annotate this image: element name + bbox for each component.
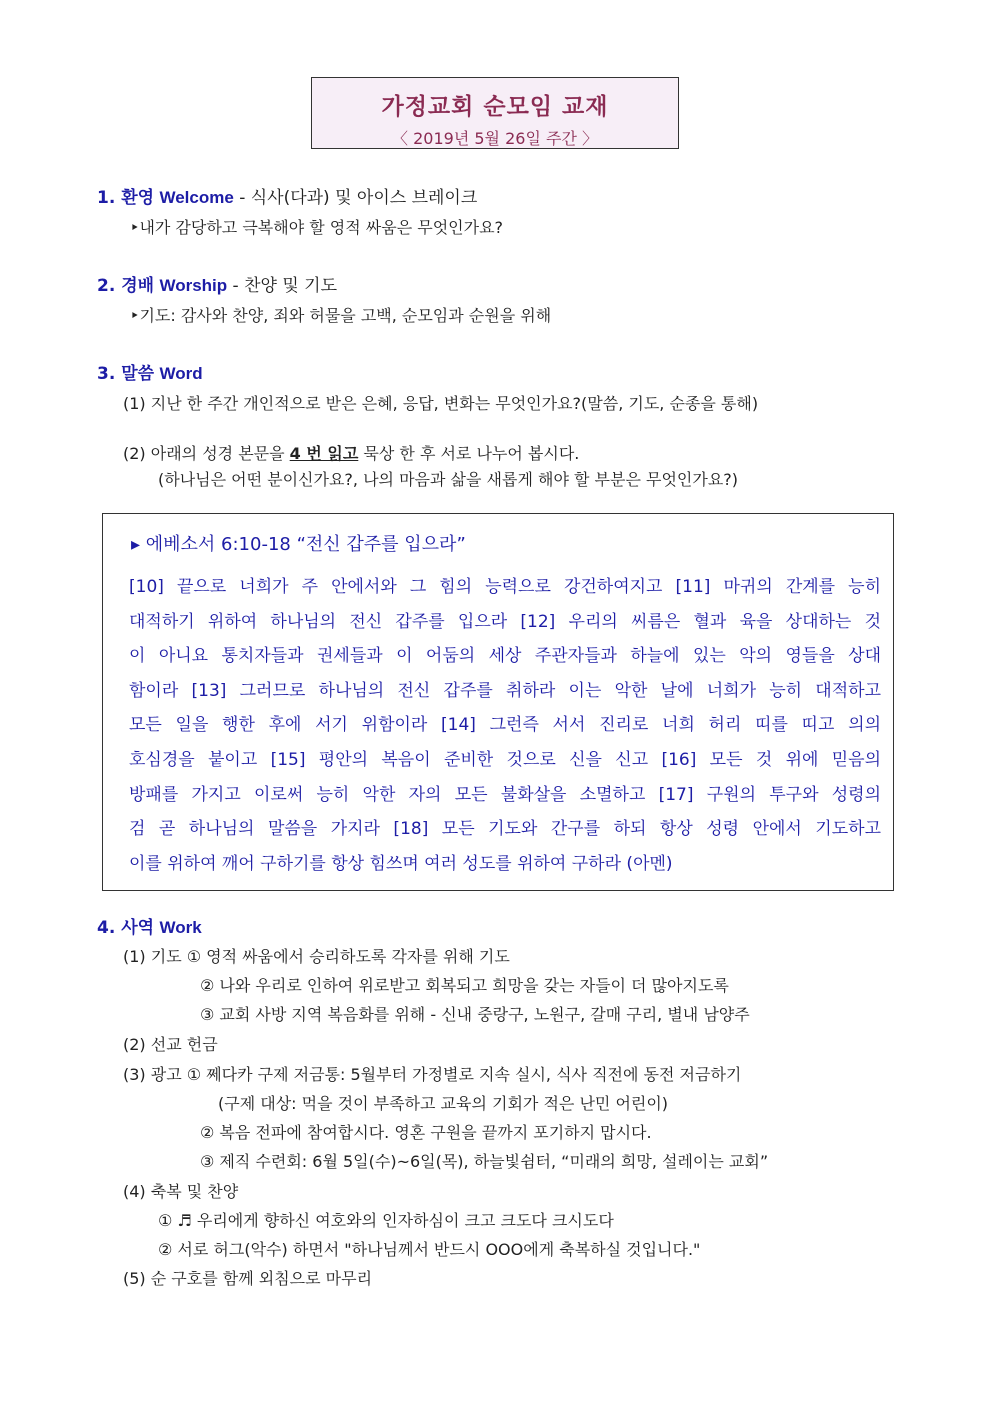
scripture-line: 검 곧 하나님의 말씀을 가지라 [18] 모든 기도와 간구를 하되 항상 성령 안에서 기도하고 — [129, 819, 881, 840]
scripture-line: [10] 끝으로 너희가 주 안에서와 그 힘의 능력으로 강건하여지고 [11] 마귀의 간계를 능히 — [129, 577, 881, 597]
work-item: (2) 선교 헌금 — [123, 1035, 218, 1054]
scripture-body — [129, 570, 881, 881]
scripture-line: 모든 일을 행한 후에 서기 위함이라 [14] 그런즉 서서 진리로 너희 허리 띠를 띠고 의의 — [129, 715, 881, 736]
scripture-line: 함이라 [13] 그러므로 하나님의 전신 갑주를 취하라 이는 악한 날에 너희가 능히 대적하고 — [129, 680, 881, 701]
work-item: ② 나와 우리로 인하여 위로받고 회복되고 희망을 갖는 자들이 더 많아지도록 — [200, 976, 729, 995]
scripture-line: 호심경을 붙이고 [15] 평안의 복음이 준비한 것으로 신을 신고 [16] 모든 것 위에 믿음의 — [129, 749, 881, 770]
section-3-heading — [97, 363, 203, 385]
section-3-q2-pre: (2) 아래의 성경 본문을 — [123, 444, 290, 463]
scripture-line: 이를 위하여 깨어 구하기를 항상 힘쓰며 여러 성도를 위하여 구하라 (아멘) — [129, 853, 673, 874]
page-subtitle: 〈 2019년 5월 26일 주간 〉 — [392, 129, 598, 148]
section-2-number: 2. 경배 — [97, 276, 155, 296]
scripture-heading: ▸ 에베소서 6:10-18 “전신 갑주를 입으라” — [131, 534, 466, 555]
scripture-box — [102, 513, 894, 891]
section-3-question-1: (1) 지난 한 주간 개인적으로 받은 은혜, 응답, 변화는 무엇인가요?(말씀, 기도, 순종을 통해) — [123, 394, 759, 413]
section-1-number: 1. 환영 — [97, 188, 155, 208]
page-title: 가정교회 순모임 교재 — [381, 94, 609, 120]
work-item: ③ 제직 수련회: 6월 5일(수)~6일(목), 하늘빛쉼터, “미래의 희망, 설레이는 교회” — [200, 1152, 769, 1171]
section-2-english: Worship — [159, 276, 228, 295]
work-item: (4) 축복 및 찬양 — [123, 1182, 239, 1201]
work-item: ③ 교회 사방 지역 복음화를 위해 - 신내 중랑구, 노원구, 갈매 구리, 별내 남양주 — [200, 1005, 750, 1024]
section-1-question: ‣내가 감당하고 극복해야 할 영적 싸움은 무엇인가요? — [130, 218, 504, 237]
scripture-line: 이 아니요 통치자들과 권세들과 이 어둠의 세상 주관자들과 하늘에 있는 악의 영들을 상대 — [129, 646, 881, 667]
work-item: (3) 광고 ① 쩨다카 구제 저금통: 5월부터 가정별로 지속 실시, 식사 직전에 동전 저금하기 — [123, 1065, 742, 1084]
section-3-question-2 — [123, 443, 579, 465]
work-item: ② 복음 전파에 참여합시다. 영혼 구원을 끝까지 포기하지 맙시다. — [200, 1123, 652, 1142]
title-box — [311, 77, 679, 149]
section-3-q2-emphasis: 4 번 읽고 — [289, 444, 359, 463]
section-3-english: Word — [159, 364, 203, 383]
scripture-line: 방패를 가지고 이로써 능히 악한 자의 모든 불화살을 소멸하고 [17] 구원의 투구와 성령의 — [129, 784, 881, 805]
section-3-number: 3. 말씀 — [97, 364, 155, 384]
section-4-number: 4. 사역 — [97, 918, 155, 938]
section-1-heading — [97, 187, 477, 209]
section-1-english: Welcome — [159, 188, 234, 207]
work-item: (1) 기도 ① 영적 싸움에서 승리하도록 각자를 위해 기도 — [123, 947, 510, 966]
section-4-heading — [97, 917, 202, 939]
work-item: ① ♬ 우리에게 향하신 여호와의 인자하심이 크고 크도다 크시도다 — [158, 1211, 614, 1230]
section-2-desc: - 찬양 및 기도 — [227, 276, 338, 296]
section-1-desc: - 식사(다과) 및 아이스 브레이크 — [233, 188, 478, 208]
work-item: (구제 대상: 먹을 것이 부족하고 교육의 기회가 적은 난민 어린이) — [218, 1094, 669, 1113]
section-3-question-2-sub: (하나님은 어떤 분이신가요?, 나의 마음과 삶을 새롭게 해야 할 부분은 무엇인가요?) — [158, 470, 739, 489]
scripture-line: 대적하기 위하여 하나님의 전신 갑주를 입으라 [12] 우리의 씨름은 혈과 육을 상대하는 것 — [129, 611, 881, 632]
section-3-q2-post: 묵상 한 후 서로 나누어 봅시다. — [358, 444, 580, 463]
work-item: ② 서로 허그(악수) 하면서 "하나님께서 반드시 OOO에게 축복하실 것입니다." — [158, 1240, 701, 1259]
section-2-heading — [97, 275, 337, 297]
section-4-english: Work — [159, 918, 202, 937]
section-2-prayer: ‣기도: 감사와 찬양, 죄와 허물을 고백, 순모임과 순원을 위해 — [130, 306, 552, 325]
work-item: (5) 순 구호를 함께 외침으로 마무리 — [123, 1269, 373, 1288]
